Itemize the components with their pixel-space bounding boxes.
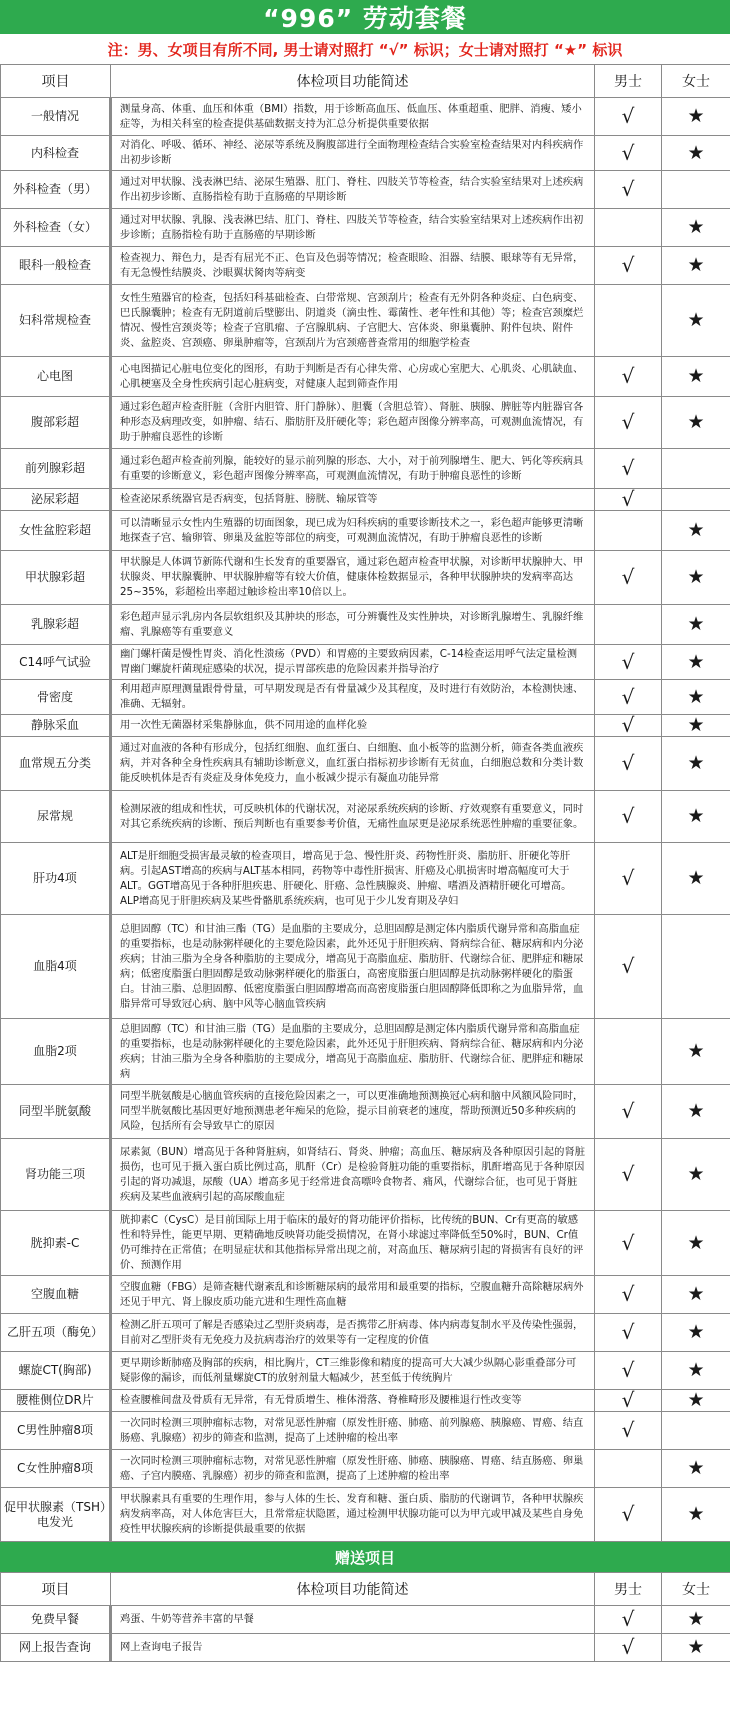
exam-item-desc: 通过彩色超声检查肝脏（含肝内胆管、肝门静脉）、胆囊（含胆总管）、肾脏、胰腺、脾脏等内脏器官各种形态及病理改变，如肿瘤、结石、脂肪肝及肝硬化等；彩色超声图像分辨率高，可观测血流情况，有助于肿瘤良恶性的诊断 [120,401,584,443]
exam-desc-cell [111,511,595,551]
exam-row [1,209,730,247]
exam-row [1,449,730,489]
exam-item-desc: 检查泌尿系统器官是否病变，包括肾脏、膀胱、输尿管等 [120,493,378,505]
exam-desc-cell [111,915,595,1019]
exam-item-desc: 更早期诊断肺癌及胸部的疾病，相比胸片，CT三维影像和精度的提高可大大减少纵隔心影重叠部分可疑影像的漏诊，而低剂量螺旋CT的放射剂量大幅减少，甚至低于传统胸片 [120,1356,577,1384]
female-mark [662,449,730,489]
exam-item-desc: 胱抑素C（CysC）是目前国际上用于临床的最好的肾功能评价指标，比传统的BUN、Cr有更高的敏感性和特异性，能更早期、更精确地反映肾功能受损情况，在肾小球滤过率降低至50%时，BUN、Cr值仍可维持在正常值；在明显症状和其他指标异常出现之前，对高血压、糖尿病引起的肾损害有良好的评价、预测作用 [120,1214,584,1271]
gift-col-female-header: 女士 [662,1573,730,1606]
exam-desc-cell [111,843,595,915]
female-mark: ★ [662,737,730,791]
exam-desc-cell [111,489,595,511]
exam-item-name: 乙肝五项（酶免） [1,1314,111,1352]
col-male-header: 男士 [595,65,662,98]
female-mark: ★ [662,136,730,171]
male-mark [595,605,662,645]
female-mark: ★ [662,511,730,551]
exam-item-desc: 空腹血糖（FBG）是筛查糖代谢紊乱和诊断糖尿病的最常用和最重要的指标，空腹血糖升高除糖尿病外还见于甲亢、肾上腺皮质功能亢进和生理性高血糖 [120,1280,584,1308]
male-mark: √ [595,680,662,715]
female-mark: ★ [662,551,730,605]
exam-item-desc: 总胆固醇（TC）和甘油三脂（TG）是血脂的主要成分，总胆固醇是测定体内脂质代谢异常和高脂血症的重要指标，也是动脉粥样硬化的主要危险因素，此外还见于肝胆疾病、肾病综合征、糖尿病和内分泌疾病；甘油三脂为全身各种脂肪的主要成分，增高见于高脂血症、脂肪肝、代谢综合征、肥胖症和糖尿病 [120,1022,584,1080]
exam-item-desc: 检查腰椎间盘及骨质有无异常，有无骨质增生、椎体滑落、脊椎畸形及腰椎退行性改变等 [120,1394,522,1406]
female-mark [662,1412,730,1450]
exam-item-name: 螺旋CT(胸部) [1,1352,111,1390]
gift-table [0,1572,730,1662]
exam-desc-cell [111,791,595,843]
male-mark: √ [595,449,662,489]
exam-desc-cell [111,1276,595,1314]
exam-desc-cell [111,357,595,397]
exam-item-desc: 通过对甲状腺、浅表淋巴结、泌尿生殖器、肛门、脊柱、四肢关节等检查，结合实验室结果对上述疾病作出初步诊断、直肠指检有助于直肠癌的早期诊断 [120,175,584,203]
exam-item-desc: 甲状腺素具有重要的生理作用，参与人体的生长、发育和糖、蛋白质、脂肪的代谢调节，各种甲状腺疾病发病率高，对人体危害巨大，且常常症状隐匿，通过检测甲状腺功能可以为甲亢或甲减及某些自身免疫性甲状腺疾病的诊断提供最重要的依据 [120,1493,584,1535]
female-mark: ★ [662,1019,730,1085]
exam-row [1,791,730,843]
male-mark: √ [595,1139,662,1211]
exam-row [1,843,730,915]
gift-col-item-header: 项目 [1,1573,111,1606]
female-mark: ★ [662,1211,730,1276]
exam-row [1,737,730,791]
male-mark: √ [595,489,662,511]
male-mark: √ [595,1276,662,1314]
exam-item-name: 肝功4项 [1,843,111,915]
female-mark [662,915,730,1019]
exam-item-name: 泌尿彩超 [1,489,111,511]
exam-item-desc: 总胆固醇（TC）和甘油三酯（TG）是血脂的主要成分，总胆固醇是测定体内脂质代谢异常和高脂血症的重要指标，也是动脉粥样硬化的主要危险因素，此外还见于肝胆疾病、肾病综合征、糖尿病和内分泌疾病；甘油三脂为全身各种脂肪的主要成分，增高见于高脂血症、脂肪肝、代谢综合征、肥胖症和糖尿病；低密度脂蛋白胆固醇是致动脉粥样硬化的脂蛋白，高密度脂蛋白胆固醇是抗动脉粥样硬化的脂蛋白。甘油三脂、总胆固醇、低密度脂蛋白胆固醇增高而高密度脂蛋白胆固醇降低即称之为血脂异常，血脂异常可导致冠心病、脑中风等心脑血管疾病 [120,922,584,1010]
exam-desc-cell [111,1314,595,1352]
male-mark: √ [595,171,662,209]
exam-desc-cell [111,397,595,449]
exam-item-desc: 可以清晰显示女性内生殖器的切面图象，现已成为妇科疾病的重要诊断技术之一，彩色超声能够更清晰地探查子宫、输卵管、卵巢及盆腔等部位的病变，可观测血流情况，有助于肿瘤良恶性的诊断 [120,516,584,544]
male-mark: √ [595,1352,662,1390]
exam-item-name: C女性肿瘤8项 [1,1450,111,1488]
female-mark: ★ [662,605,730,645]
exam-desc-cell [111,645,595,680]
exam-desc-cell [111,1019,595,1085]
exam-row [1,171,730,209]
exam-item-desc: 检测尿液的组成和性状，可反映机体的代谢状况，对泌尿系统疾病的诊断、疗效观察有重要意义，同时对其它系统疾病的诊断、预后判断也有重要参考价值，无痛性血尿更是泌尿系统恶性肿瘤的重要征象。 [120,802,584,830]
exam-item-desc: 通过彩色超声检查前列腺，能较好的显示前列腺的形态、大小，对于前列腺增生、肥大、钙化等疾病具有重要的诊断意义，彩色超声图像分辨率高，可观测血流情况，有助于肿瘤良恶性的诊断 [120,454,584,482]
exam-item-desc: 利用超声原理测量跟骨骨量，可早期发现是否有骨量减少及其程度，及时进行有效防治，本检测快速、准确、无辐射。 [120,683,584,710]
exam-item-desc: 一次同时检测三项肿瘤标志物，对常见恶性肿瘤（原发性肝癌、肺癌、前列腺癌、胰腺癌、胃癌、结直肠癌、乳腺癌）初步的筛查和监测，提高了上述肿瘤的检出率 [120,1416,584,1444]
exam-row [1,1139,730,1211]
female-mark: ★ [662,715,730,737]
exam-row [1,645,730,680]
exam-desc-cell [111,209,595,247]
exam-row [1,1276,730,1314]
female-mark: ★ [662,1085,730,1139]
exam-desc-cell [111,171,595,209]
female-mark: ★ [662,1276,730,1314]
male-mark: √ [595,915,662,1019]
exam-item-desc: 彩色超声显示乳房内各层软组织及其肿块的形态，可分辨囊性及实性肿块，对诊断乳腺增生、乳腺纤维瘤、乳腺癌等有重要意义 [120,610,584,638]
female-mark: ★ [662,357,730,397]
gift-header-row [1,1573,730,1606]
exam-desc-cell [111,1085,595,1139]
col-item-header: 项目 [1,65,111,98]
gift-col-desc-header: 体检项目功能简述 [111,1573,595,1606]
female-mark: ★ [662,1390,730,1412]
gift-item-name: 网上报告查询 [1,1634,111,1662]
exam-item-desc: 尿素氮（BUN）增高见于各种肾脏病，如肾结石、肾炎、肿瘤；高血压、糖尿病及各种原因引起的肾脏损伤，也可见于摄入蛋白质比例过高，肌酐（Cr）是检验肾脏功能的重要指标，肌酐增高见于各种原因引起的肾功减退，尿酸（UA）增高多见于经常进食高嘌呤食物者、痛风，代谢综合征，也可见于肾脏疾病及某些血液病引起的高尿酸血症 [120,1145,586,1203]
female-mark: ★ [662,1139,730,1211]
male-mark [595,511,662,551]
exam-item-name: 心电图 [1,357,111,397]
exam-row [1,715,730,737]
exam-row [1,1085,730,1139]
exam-desc-cell [111,680,595,715]
female-mark: ★ [662,645,730,680]
gift-row [1,1606,730,1634]
female-mark: ★ [662,843,730,915]
exam-desc-cell [111,136,595,171]
exam-row [1,605,730,645]
male-mark: √ [595,247,662,285]
male-mark: √ [595,1390,662,1412]
exam-item-desc: 用一次性无菌器材采集静脉血，供不同用途的血样化验 [120,719,368,731]
male-mark [595,209,662,247]
exam-item-desc: 心电图描记心脏电位变化的图形，有助于判断是否有心律失常、心房或心室肥大、心肌炎、心肌缺血、心肌梗塞及全身性疾病引起心脏病变，对健康人起到筛查作用 [120,362,584,390]
exam-item-name: 血脂2项 [1,1019,111,1085]
exam-desc-cell [111,98,595,136]
exam-item-desc: 对消化、呼吸、循环、神经、泌尿等系统及胸腹部进行全面物理检查结合实验室检查结果对内科疾病作出初步诊断 [120,139,584,166]
female-mark: ★ [662,1606,730,1634]
exam-desc-cell [111,449,595,489]
female-mark: ★ [662,98,730,136]
exam-desc-cell [111,1211,595,1276]
female-mark [662,489,730,511]
exam-item-name: 静脉采血 [1,715,111,737]
female-mark: ★ [662,1450,730,1488]
male-mark: √ [595,843,662,915]
exam-item-name: 外科检查（女） [1,209,111,247]
male-mark: √ [595,1211,662,1276]
exam-row [1,511,730,551]
exam-row [1,357,730,397]
gift-desc-cell [111,1634,595,1662]
gift-desc-cell [111,1606,595,1634]
gift-item-desc: 网上查询电子报告 [120,1641,203,1653]
exam-item-name: C男性肿瘤8项 [1,1412,111,1450]
exam-item-desc: 通过对血液的各种有形成分，包括红细胞、血红蛋白、白细胞、血小板等的监测分析，筛查各类血液疾病，并对各种全身性疾病具有辅助诊断意义，血红蛋白指标初步诊断有无贫血，白细胞总数和分类计数能反映机体是否有炎症及身体免疫力，血小板减少提示有凝血功能异常 [120,742,584,784]
exam-item-desc: 检查视力、辩色力，是否有屈光不正、色盲及色弱等情况；检查眼睑、泪器、结膜、眼球等有无异常，有无急慢性结膜炎、沙眼翼状胬肉等病变 [120,251,584,279]
female-mark: ★ [662,1314,730,1352]
gift-row [1,1634,730,1662]
exam-row [1,551,730,605]
female-mark: ★ [662,1352,730,1390]
exam-item-name: 骨密度 [1,680,111,715]
exam-item-name: 同型半胱氨酸 [1,1085,111,1139]
exam-row [1,1352,730,1390]
male-mark: √ [595,737,662,791]
col-desc-header: 体检项目功能简述 [111,65,595,98]
female-mark: ★ [662,397,730,449]
exam-item-desc: 同型半胱氨酸是心脑血管疾病的直接危险因素之一，可以更准确地预测换冠心病和脑中风额风险同时，同型半胱氨酸比基因更好地预测患老年痴呆的危险，提示目前衰老的速度，帮助预测近50多种疾病的风险，包括所有会导致早亡的原因 [120,1090,584,1132]
exam-desc-cell [111,285,595,357]
male-mark: √ [595,791,662,843]
gift-col-male-header: 男士 [595,1573,662,1606]
exam-row [1,1488,730,1542]
exam-row [1,1450,730,1488]
exam-item-name: 乳腺彩超 [1,605,111,645]
exam-item-name: 血常规五分类 [1,737,111,791]
exam-row [1,247,730,285]
female-mark: ★ [662,247,730,285]
exam-row [1,680,730,715]
exam-row [1,1390,730,1412]
exam-item-desc: 幽门螺杆菌是慢性胃炎、消化性溃疡（PVD）和胃癌的主要致病因素，C-14检查运用呼气法定量检测胃幽门螺旋杆菌现症感染的状况，提示胃部疾患的危险因素并指导治疗 [120,648,578,675]
exam-row [1,915,730,1019]
exam-item-desc: 通过对甲状腺、乳腺、浅表淋巴结、肛门、脊柱、四肢关节等检查，结合实验室结果对上述疾病作出初步诊断；直肠指检有助于直肠癌的早期诊断 [120,213,584,241]
female-mark: ★ [662,791,730,843]
male-mark: √ [595,1085,662,1139]
exam-table [0,64,730,1542]
exam-item-desc: 女性生殖器官的检查，包括妇科基础检查、白带常规、宫颈刮片；检查有无外阴各种炎症、白色病变、巴氏腺囊肿；检查有无阴道前后壁膨出、阴道炎（滴虫性、霉菌性、老年性和其他）等；检查宫颈糜烂情况、慢性宫颈炎等；检查子宫肌瘤、子宫腺肌病、子宫肥大、宫体炎、卵巢囊肿、附件包块、附件炎、盆腔炎、宫颈癌、卵巢肿瘤等，宫颈刮片为宫颈癌普查常用的细胞学检查 [120,291,584,349]
exam-item-name: 妇科常规检查 [1,285,111,357]
female-mark [662,171,730,209]
male-mark: √ [595,1412,662,1450]
exam-rows [1,98,730,1542]
exam-row [1,285,730,357]
gender-notice: 注：男、女项目有所不同, 男士请对照打 “√” 标识；女士请对照打 “★” 标识 [107,40,623,59]
exam-row [1,98,730,136]
gift-rows [1,1606,730,1662]
male-mark: √ [595,136,662,171]
exam-item-name: 胱抑素-C [1,1211,111,1276]
gift-item-name: 免费早餐 [1,1606,111,1634]
female-mark: ★ [662,1488,730,1542]
male-mark: √ [595,1634,662,1662]
male-mark: √ [595,645,662,680]
exam-item-name: 外科检查（男） [1,171,111,209]
exam-item-desc: 甲状腺是人体调节新陈代谢和生长发育的重要器官，通过彩色超声检查甲状腺，对诊断甲状腺肿大、甲状腺炎、甲状腺囊肿、甲状腺肿瘤等有较大价值，健康体检数据显示，各种甲状腺肿块的发病率高达25~35%，彩超检出率超过触诊检出率10倍以上。 [120,556,584,598]
exam-item-name: 空腹血糖 [1,1276,111,1314]
exam-desc-cell [111,1450,595,1488]
exam-desc-cell [111,1488,595,1542]
gift-item-desc: 鸡蛋、牛奶等营养丰富的早餐 [120,1613,254,1625]
male-mark: √ [595,98,662,136]
exam-item-desc: 测量身高、体重、血压和体重（BMI）指数，用于诊断高血压、低血压、体重超重、肥胖、消瘦、矮小症等，为相关科室的检查提供基础数据支持为汇总分析提供重要依据 [120,102,582,130]
male-mark: √ [595,715,662,737]
male-mark: √ [595,357,662,397]
female-mark: ★ [662,1634,730,1662]
exam-item-name: 甲状腺彩超 [1,551,111,605]
male-mark: √ [595,1606,662,1634]
exam-item-name: 腹部彩超 [1,397,111,449]
male-mark [595,285,662,357]
male-mark [595,1450,662,1488]
exam-desc-cell [111,715,595,737]
exam-desc-cell [111,1390,595,1412]
exam-desc-cell [111,605,595,645]
exam-row [1,489,730,511]
header-row [1,65,730,98]
female-mark: ★ [662,680,730,715]
exam-item-name: C14呼气试验 [1,645,111,680]
exam-desc-cell [111,1139,595,1211]
exam-item-name: 女性盆腔彩超 [1,511,111,551]
exam-row [1,136,730,171]
exam-item-desc: ALT是肝细胞受损害最灵敏的检查项目，增高见于急、慢性肝炎、药物性肝炎、脂肪肝、肝硬化等肝病。引起AST增高的疾病与ALT基本相同，药物等中毒性肝损害、肝癌及心肌损害时增高幅度可大于ALT。GGT增高见于各种肝胆疾患、肝硬化、肝癌、急性胰腺炎、肿瘤、嗜酒及酒精肝硬化可增高。ALP增高见于肝胆疾病及某些骨骼肌系统疾病，也可见于少儿发育期及孕妇 [120,849,572,907]
exam-desc-cell [111,247,595,285]
exam-item-name: 尿常规 [1,791,111,843]
exam-item-name: 肾功能三项 [1,1139,111,1211]
male-mark: √ [595,551,662,605]
male-mark: √ [595,1314,662,1352]
exam-item-name: 血脂4项 [1,915,111,1019]
exam-item-name: 促甲状腺素（TSH）电发光 [1,1488,111,1542]
gift-section-title: 赠送项目 [0,1542,730,1572]
exam-item-desc: 检测乙肝五项可了解是否感染过乙型肝炎病毒，是否携带乙肝病毒、体内病毒复制水平及传染性强弱，目前对乙型肝炎有无免疫力及抗病毒治疗的效果等有一定程度的价值 [120,1318,584,1346]
exam-item-name: 一般情况 [1,98,111,136]
exam-item-name: 腰椎侧位DR片 [1,1390,111,1412]
male-mark [595,1019,662,1085]
exam-desc-cell [111,1352,595,1390]
exam-desc-cell [111,1412,595,1450]
male-mark: √ [595,1488,662,1542]
exam-item-desc: 一次同时检测三项肿瘤标志物，对常见恶性肿瘤（原发性肝癌、肺癌、胰腺癌、胃癌、结直肠癌、卵巢癌、子宫内膜癌、乳腺癌）初步的筛查和监测，提高了上述肿瘤的检出率 [120,1454,584,1482]
exam-desc-cell [111,737,595,791]
package-title: “996” 劳动套餐 [0,0,730,34]
exam-row [1,1211,730,1276]
exam-row [1,397,730,449]
male-mark: √ [595,397,662,449]
exam-item-name: 前列腺彩超 [1,449,111,489]
exam-row [1,1314,730,1352]
female-mark: ★ [662,285,730,357]
exam-item-name: 眼科一般检查 [1,247,111,285]
col-female-header: 女士 [662,65,730,98]
exam-row [1,1019,730,1085]
female-mark: ★ [662,209,730,247]
exam-row [1,1412,730,1450]
exam-item-name: 内科检查 [1,136,111,171]
exam-desc-cell [111,551,595,605]
